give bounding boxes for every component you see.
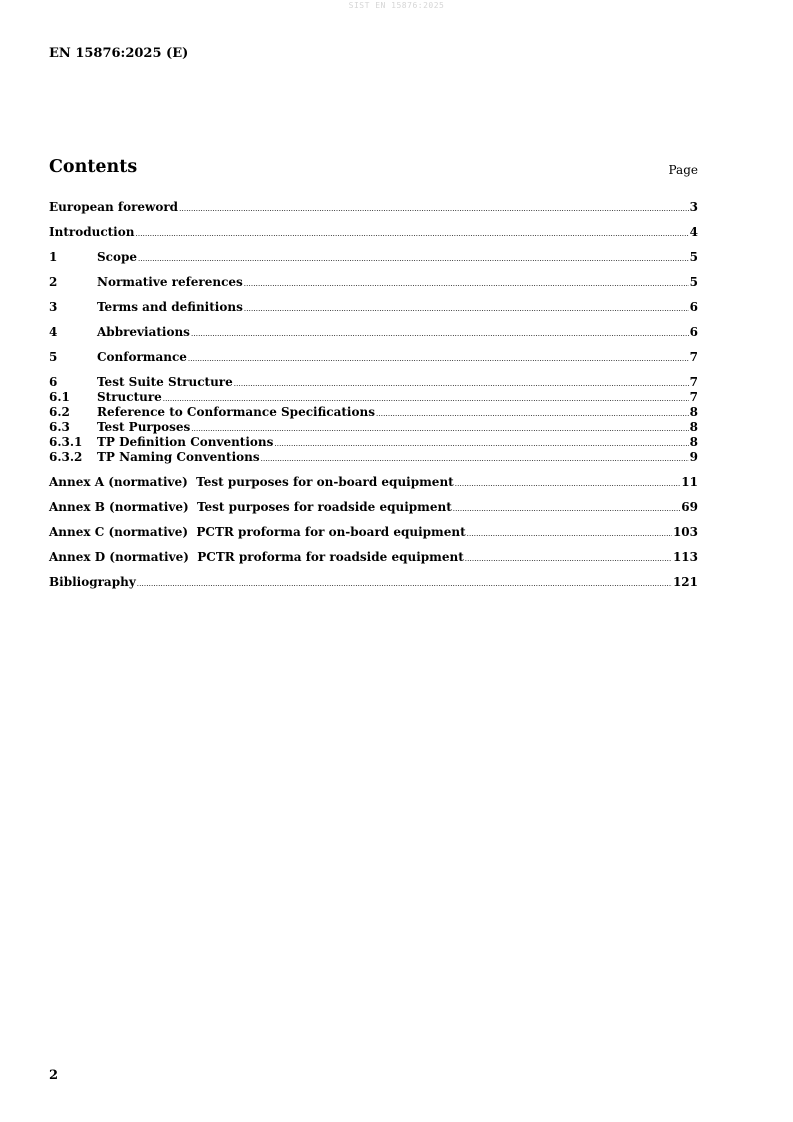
toc-entry-title: Test Purposes <box>97 420 191 434</box>
contents-heading: Contents <box>49 157 138 177</box>
toc-entry-tp-definition-conventions[interactable] <box>49 435 698 450</box>
toc-entry-page: 121 <box>672 575 698 589</box>
toc-entry-title: European foreword <box>49 200 179 214</box>
toc-entry-title: Annex C (normative) PCTR proforma for on-board equipment <box>49 525 466 539</box>
toc-entry-annex-b[interactable] <box>49 500 698 515</box>
toc-entry-title: TP Naming Conventions <box>97 450 260 464</box>
toc-entry-number: 1 <box>49 250 58 264</box>
table-of-contents <box>49 200 698 590</box>
page-column-label: Page <box>668 163 698 177</box>
toc-entry-tp-naming-conventions[interactable] <box>49 450 698 465</box>
toc-entry-bibliography[interactable] <box>49 575 698 590</box>
toc-entry-title: Conformance <box>97 350 187 364</box>
toc-entry-title: Annex D (normative) PCTR proforma for roadside equipment <box>49 550 464 564</box>
toc-entry-page: 103 <box>672 525 698 539</box>
toc-entry-annex-a[interactable] <box>49 475 698 490</box>
toc-entry-page: 69 <box>681 500 698 514</box>
toc-entry-abbreviations[interactable] <box>49 325 698 340</box>
toc-dot-leader <box>191 327 689 342</box>
toc-entry-title: TP Definition Conventions <box>97 435 274 449</box>
toc-entry-annex-c[interactable] <box>49 525 698 540</box>
toc-entry-test-purposes[interactable] <box>49 420 698 435</box>
toc-dot-leader <box>274 437 688 452</box>
toc-entry-title: Structure <box>97 390 162 404</box>
toc-entry-number: 2 <box>49 275 58 289</box>
toc-entry-number: 6.2 <box>49 405 70 419</box>
toc-entry-page: 6 <box>689 300 698 314</box>
toc-entry-title: Annex A (normative) Test purposes for on-board equipment <box>49 475 454 489</box>
toc-entry-european-foreword[interactable] <box>49 200 698 215</box>
toc-dot-leader <box>137 577 672 592</box>
toc-dot-leader <box>465 552 672 567</box>
toc-entry-number: 6.3.2 <box>49 450 83 464</box>
toc-entry-page: 11 <box>681 475 698 489</box>
toc-entry-title: Scope <box>97 250 138 264</box>
toc-entry-number: 6.3.1 <box>49 435 83 449</box>
toc-entry-page: 6 <box>689 325 698 339</box>
toc-dot-leader <box>467 527 672 542</box>
toc-entry-page: 5 <box>689 250 698 264</box>
toc-dot-leader <box>244 302 689 317</box>
toc-entry-conformance[interactable] <box>49 350 698 365</box>
toc-entry-page: 7 <box>689 350 698 364</box>
toc-entry-number: 6.1 <box>49 390 70 404</box>
toc-entry-page: 8 <box>689 405 698 419</box>
toc-entry-number: 5 <box>49 350 58 364</box>
toc-entry-number: 6.3 <box>49 420 70 434</box>
toc-dot-leader <box>179 202 689 217</box>
toc-entry-page: 3 <box>689 200 698 214</box>
toc-dot-leader <box>261 452 689 467</box>
toc-entry-page: 5 <box>689 275 698 289</box>
toc-entry-introduction[interactable] <box>49 225 698 240</box>
document-identifier: EN 15876:2025 (E) <box>49 46 189 61</box>
toc-entry-title: Bibliography <box>49 575 136 589</box>
watermark-text: SIST EN 15876:2025 <box>348 1 445 10</box>
toc-entry-title: Normative references <box>97 275 243 289</box>
toc-dot-leader <box>453 502 681 517</box>
toc-entry-page: 4 <box>689 225 698 239</box>
toc-entry-normative-references[interactable] <box>49 275 698 290</box>
toc-entry-page: 9 <box>689 450 698 464</box>
toc-entry-test-suite-structure[interactable] <box>49 375 698 390</box>
toc-entry-terms-and-definitions[interactable] <box>49 300 698 315</box>
toc-entry-number: 3 <box>49 300 58 314</box>
toc-dot-leader <box>244 277 689 292</box>
toc-entry-title: Introduction <box>49 225 135 239</box>
toc-entry-title: Abbreviations <box>97 325 190 339</box>
toc-entry-page: 7 <box>689 390 698 404</box>
toc-entry-structure[interactable] <box>49 390 698 405</box>
page-number: 2 <box>49 1068 59 1083</box>
toc-entry-reference-to-conformance-specifications[interactable] <box>49 405 698 420</box>
toc-entry-page: 7 <box>689 375 698 389</box>
toc-entry-page: 113 <box>672 550 698 564</box>
toc-entry-number: 6 <box>49 375 58 389</box>
toc-dot-leader <box>138 252 689 267</box>
toc-entry-title: Reference to Conformance Specifications <box>97 405 375 419</box>
toc-dot-leader <box>234 377 689 392</box>
toc-entry-page: 8 <box>689 435 698 449</box>
toc-dot-leader <box>376 407 689 422</box>
toc-entry-scope[interactable] <box>49 250 698 265</box>
toc-entry-number: 4 <box>49 325 58 339</box>
toc-entry-title: Terms and definitions <box>97 300 243 314</box>
toc-dot-leader <box>135 227 688 242</box>
toc-dot-leader <box>188 352 689 367</box>
toc-entry-title: Annex B (normative) Test purposes for roadside equipment <box>49 500 452 514</box>
toc-entry-page: 8 <box>689 420 698 434</box>
toc-entry-title: Test Suite Structure <box>97 375 233 389</box>
toc-entry-annex-d[interactable] <box>49 550 698 565</box>
toc-dot-leader <box>455 477 681 492</box>
